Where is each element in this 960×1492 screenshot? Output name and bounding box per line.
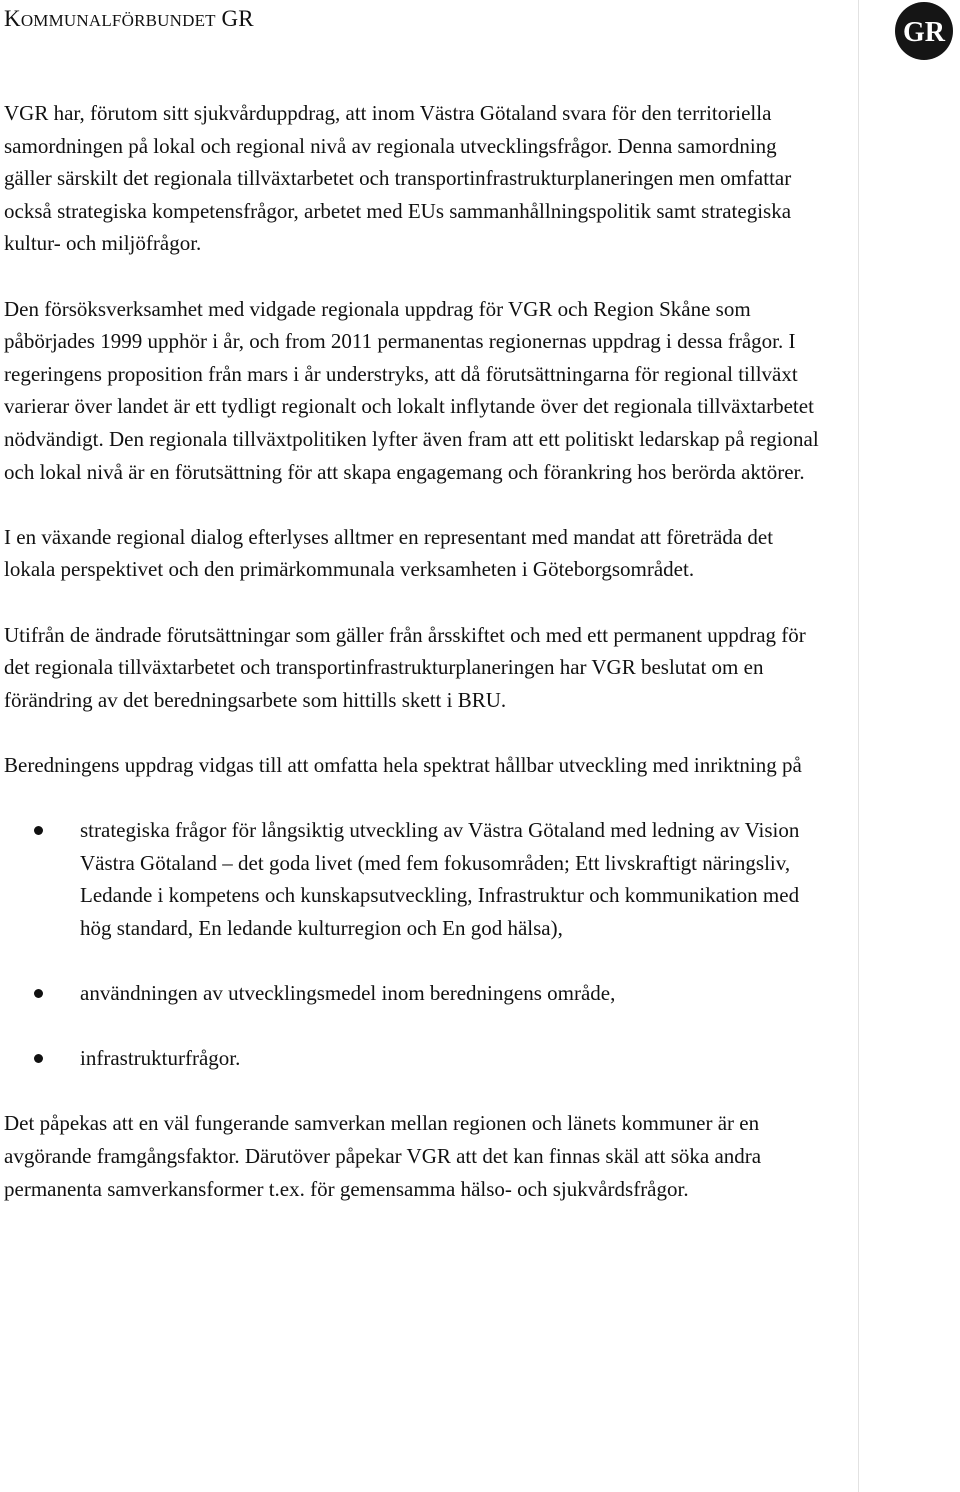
paragraph-3: I en växande regional dialog efterlyses alltmer en representant med mandat att företräda det lokala perspektivet och den primärkommunala verksamheten i Göteborgsområdet. [4, 524, 774, 582]
logo-text: GR [903, 17, 945, 48]
bullet-icon [34, 826, 43, 835]
list-item-text: användningen av utvecklingsmedel inom beredningens område, [80, 981, 616, 1006]
paragraph-2: Den försöksverksamhet med vidgade regionala uppdrag för VGR och Region Skåne som påbörjades 1999 upphör i år, och from 2011 permanentas regionernas uppdrag i dessa frågor. I regeringens proposition från mars i år understryks, att då förutsättningarna för regional tillväxt varierar över landet är ett tydligt regionalt och lokalt inflytande över det regionala tillväxtarbetet nödvändigt. Den regionala tillväxtpolitiken lyfter även fram att ett politiskt ledarskap på regional och lokal nivå är en förutsättning för att skapa engagemang och förankring hos berörda aktörer. [4, 296, 819, 484]
bullet-icon [34, 989, 43, 998]
document-body [4, 97, 824, 1205]
header-initial: K [4, 6, 21, 31]
paragraph-4: Utifrån de ändrade förutsättningar som gäller från årsskiftet och med ett permanent uppdrag för det regionala tillväxtarbetet och transportinfrastrukturplaneringen har VGR beslutat om en förändring av det beredningsarbete som hittills skett i BRU. [4, 622, 806, 712]
margin-rule [858, 0, 859, 1492]
list-item-text: strategiska frågor för långsiktig utveckling av Västra Götaland med ledning av Vision Västra Götaland – det goda livet (med fem fokusområden; Ett livskraftigt näringsliv, Ledande i kompetens och kunskapsutveckling, Infrastruktur och kommunikation med hög standard, En ledande kulturregion och En god hälsa), [80, 818, 800, 940]
bullet-icon [34, 1054, 43, 1063]
header-gr: GR [221, 6, 254, 31]
list-item [4, 977, 824, 1010]
list-item-text: infrastrukturfrågor. [80, 1046, 241, 1071]
list-item [4, 814, 824, 944]
gr-logo-icon [892, 0, 956, 62]
document-header [4, 6, 254, 32]
closing-paragraph: Det påpekas att en väl fungerande samverkan mellan regionen och länets kommuner är en avgörande framgångsfaktor. Därutöver påpekar VGR att det kan finnas skäl att söka andra permanenta samverkansformer t.ex. för gemensamma hälso- och sjukvårdsfrågor. [4, 1111, 762, 1201]
paragraph-1: VGR har, förutom sitt sjukvårduppdrag, att inom Västra Götaland svara för den territoriella samordningen på lokal och regional nivå av regionala utvecklingsfrågor. Denna samordning gäller särskilt det regionala tillväxtarbetet och transportinfrastrukturplaneringen men omfattar också strategiska kompetensfrågor, arbetet med EUs sammanhållningspolitik samt strategiska kultur- och miljöfrågor. [4, 101, 792, 256]
header-title: OMMUNALFÖRBUNDET [20, 11, 216, 30]
bullet-list [4, 814, 824, 1075]
list-item [4, 1042, 824, 1075]
paragraph-5: Beredningens uppdrag vidgas till att omfatta hela spektrat hållbar utveckling med inriktning på [4, 752, 802, 777]
